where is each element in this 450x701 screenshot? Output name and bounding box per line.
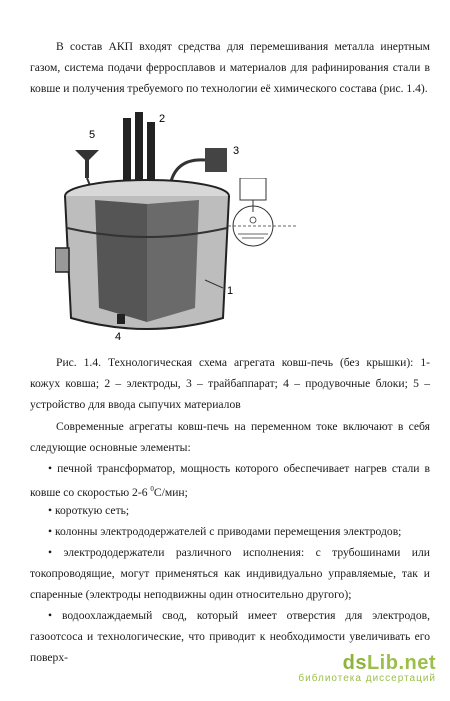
watermark-subtitle: библиотека диссертаций [298, 673, 436, 684]
bullet-item: • короткую сеть; [48, 504, 130, 517]
bullet-icon: • [48, 462, 53, 475]
bullet-icon: • [48, 609, 53, 622]
watermark-logo: dsLib.net [342, 652, 436, 674]
bullet-item: • колонны электрододержателей с приводами перемещения электродов; [48, 525, 402, 538]
intro-paragraph: В состав АКП входят средства для перемешивания металла инертным газом, система подачи ферросплавов и материалов для рафинирования стали в ковше и получения требуемого по технологии её химического состава (рис. 1.4). [30, 40, 430, 95]
bullet-icon: • [48, 504, 53, 517]
figure-label-4: 4 [115, 331, 122, 343]
figure-label-1: 1 [227, 285, 234, 297]
figure-label-5: 5 [89, 129, 96, 141]
bullet-item: • водоохлаждаемый свод, который имеет отверстия для электродов, газоотсоса и технологические, что приводит к необходимости увеличивать его поверх- [30, 609, 430, 664]
figure-label-2: 2 [159, 113, 166, 125]
figure-caption: Рис. 1.4. Технологическая схема агрегата ковш-печь (без крышки): 1- кожух ковша; 2 – электроды, 3 – трайбаппарат; 4 – продувочные блоки; 5 – устройство для ввода сыпучих материалов [30, 356, 430, 411]
bullet-item: • печной трансформатор, мощность которого обеспечивает нагрев стали в ковше со скоростью 2-6 $^0$С/мин; [30, 462, 430, 499]
lead-paragraph: Современные агрегаты ковш-печь на переменном токе включают в себя следующие основные элементы: [30, 420, 430, 454]
bullet-item: • электрододержатели различного исполнения: с трубошинами или токопроводящие, могут применяться как индивидуально управляемые, так и спаренные (электроды неподвижны один относительно другого); [30, 546, 430, 601]
dslib-watermark [298, 652, 436, 684]
bullet-icon: • [48, 525, 53, 538]
inset-detail-drawing [228, 178, 296, 258]
figure-label-3: 3 [233, 145, 240, 157]
bullet-icon: • [48, 546, 53, 559]
